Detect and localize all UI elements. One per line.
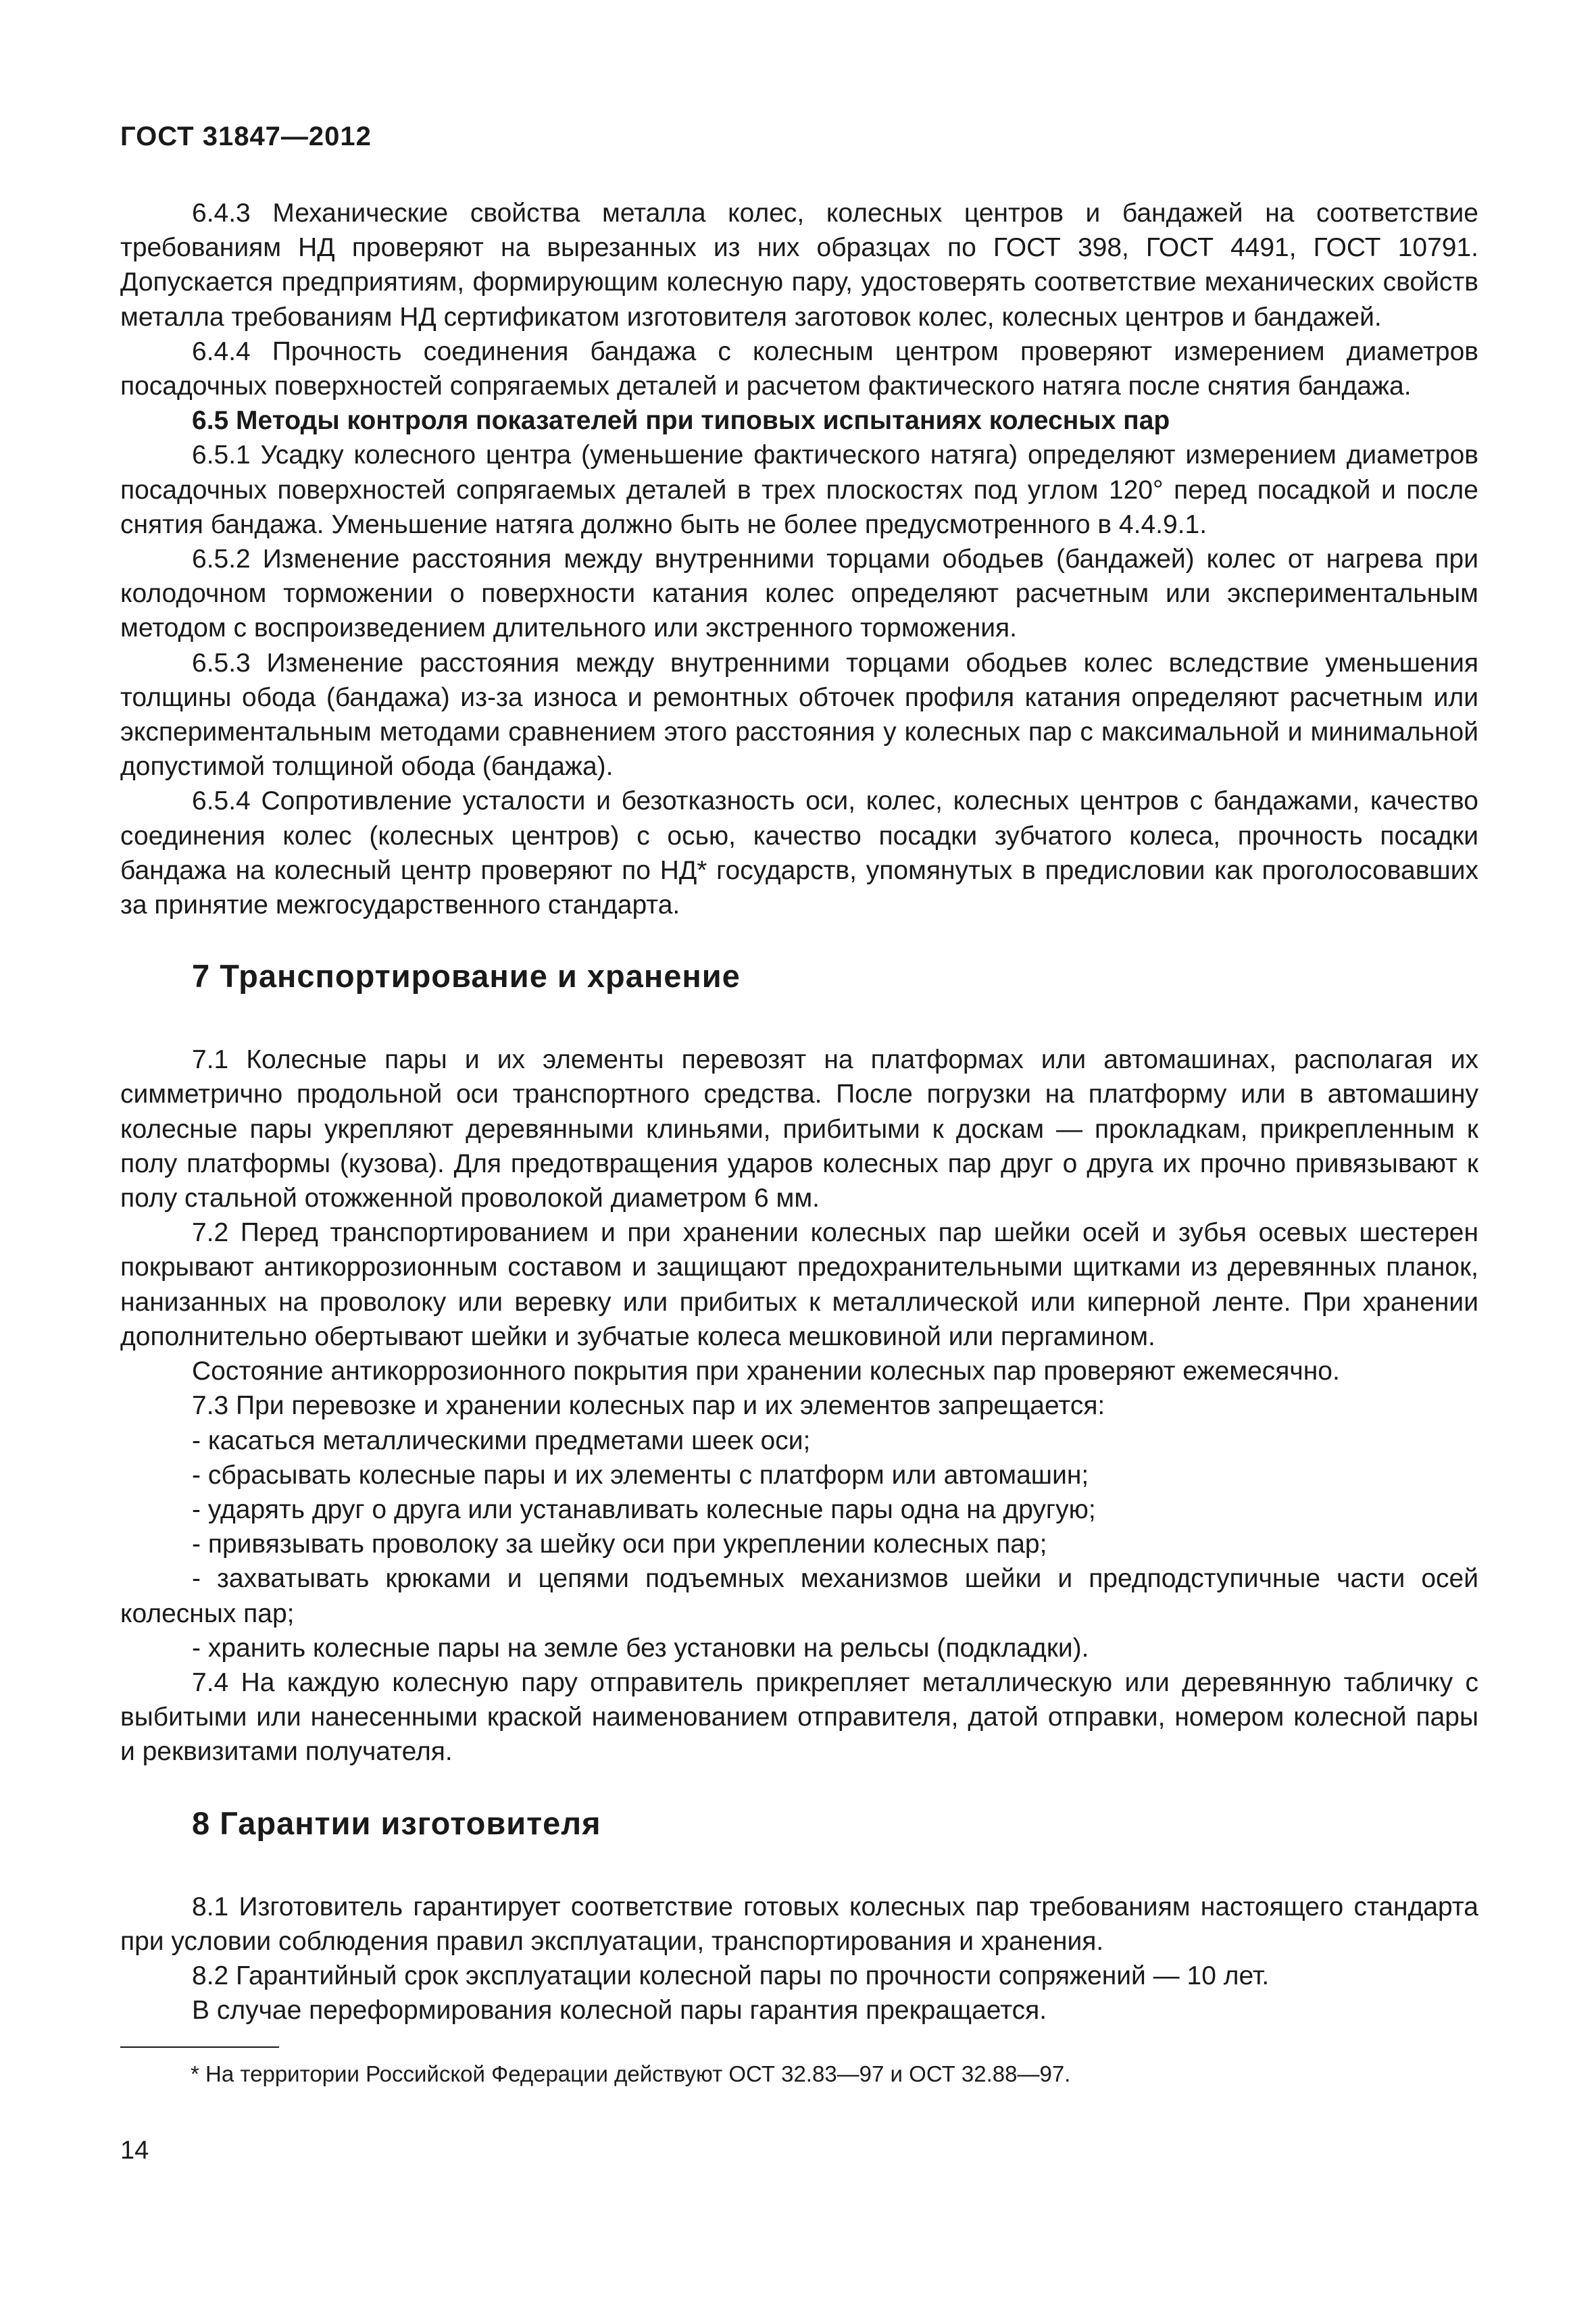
paragraph-7-1: 7.1 Колесные пары и их элементы перевозят на платформах или автомашинах, располагая их симметрично продольной оси транспортного средства. После погрузки на платформу или в автомашину колесные пары укрепляют деревянными клиньями, прибитыми к доскам — прокладкам, прикрепленным к полу платформы (кузова). Для предотвращения ударов колесных пар друг о друга их прочно привязывают к полу стальной отожженной проволокой диаметром 6 мм. xyxy=(120,1045,1478,1213)
paragraph-8-2: 8.2 Гарантийный срок эксплуатации колесной пары по прочности сопряжений — 10 лет. xyxy=(192,1961,1270,1990)
subsection-heading-6-5: 6.5 Методы контроля показателей при типовых испытаниях колесных пар xyxy=(192,406,1170,436)
page-number: 14 xyxy=(120,2136,149,2165)
footnote-divider xyxy=(120,2046,279,2048)
footnote: * На территории Российской Федерации действуют ОСТ 32.83—97 и ОСТ 32.88—97. xyxy=(191,2061,1071,2086)
paragraph-8-1: 8.1 Изготовитель гарантирует соответствие готовых колесных пар требованиям настоящего стандарта при условии соблюдения правил эксплуатации, транспортирования и хранения. xyxy=(120,1892,1478,1956)
list-item: - хранить колесные пары на земле без установки на рельсы (подкладки). xyxy=(192,1633,1089,1663)
paragraph-6-5-4: 6.5.4 Сопротивление усталости и безотказность оси, колес, колесных центров с бандажами, качество соединения колес (колесных центров) с осью, качество посадки зубчатого колеса, прочность посадки бандажа на колесный центр проверяют по НД* государств, упомянутых в предисловии как проголосовавших за принятие межгосударственного стандарта. xyxy=(120,786,1478,920)
paragraph-8-2-note: В случае переформирования колесной пары гарантия прекращается. xyxy=(192,1996,1047,2026)
paragraph-6-4-4: 6.4.4 Прочность соединения бандажа с колесным центром проверяют измерением диаметров посадочных поверхностей сопрягаемых деталей и расчетом фактического натяга после снятия бандажа. xyxy=(120,336,1478,401)
section-heading-8: 8 Гарантии изготовителя xyxy=(192,1805,601,1841)
paragraph-6-5-2: 6.5.2 Изменение расстояния между внутренними торцами ободьев (бандажей) колес от нагрева при колодочном торможении о поверхности катания колес определяют расчетным или экспериментальным методом с воспроизведением длительного или экстренного торможения. xyxy=(120,545,1478,643)
section-heading-7: 7 Транспортирование и хранение xyxy=(192,958,741,995)
list-item: - привязывать проволоку за шейку оси при укреплении колесных пар; xyxy=(192,1530,1047,1559)
list-item: - захватывать крюками и цепями подъемных механизмов шейки и предподступичные части осей колесных пар; xyxy=(120,1564,1478,1628)
paragraph-6-5-1: 6.5.1 Усадку колесного центра (уменьшение фактического натяга) определяют измерением диаметров посадочных поверхностей сопрягаемых деталей в трех плоскостях под углом 120° перед посадкой и после снятия бандажа. Уменьшение натяга должно быть не более предусмотренного в 4.4.9.1. xyxy=(120,441,1478,539)
paragraph-6-4-3: 6.4.3 Механические свойства металла колес, колесных центров и бандажей на соответствие требованиям НД проверяют на вырезанных из них образцах по ГОСТ 398, ГОСТ 4491, ГОСТ 10791. Допускается предприятиям, формирующим колесную пару, удостоверять соответствие механических свойств металла требованиям НД сертификатом изготовителя заготовок колес, колесных центров и бандажей. xyxy=(120,199,1478,332)
paragraph-6-5-3: 6.5.3 Изменение расстояния между внутренними торцами ободьев колес вследствие уменьшения толщины обода (бандажа) из-за износа и ремонтных обточек профиля катания определяют расчетным или экспериментальным методами сравнением этого расстояния у колесных пар с максимальной и минимальной допустимой толщиной обода (бандажа). xyxy=(120,648,1478,782)
paragraph-7-2: 7.2 Перед транспортированием и при хранении колесных пар шейки осей и зубья осевых шестерен покрывают антикоррозионным составом и защищают предохранительными щитками из деревянных планок, нанизанных на проволоку или веревку или прибитых к металлической или киперной ленте. При хранении дополнительно обертывают шейки и зубчатые колеса мешковиной или пергамином. xyxy=(120,1218,1478,1351)
paragraph-7-2-note: Состояние антикоррозионного покрытия при хранении колесных пар проверяют ежемесячно. xyxy=(192,1357,1340,1386)
paragraph-7-4: 7.4 На каждую колесную пару отправитель прикрепляет металлическую или деревянную табличку с выбитыми или нанесенными краской наименованием отправителя, датой отправки, номером колесной пары и реквизитами получателя. xyxy=(120,1667,1478,1767)
list-item: - сбрасывать колесные пары и их элементы с платформ или автомашин; xyxy=(192,1460,1089,1490)
paragraph-7-3: 7.3 При перевозке и хранении колесных пар и их элементов запрещается: xyxy=(192,1391,1105,1421)
document-header: ГОСТ 31847—2012 xyxy=(120,122,372,151)
list-item: - касаться металлическими предметами шеек оси; xyxy=(192,1426,811,1455)
list-item: - ударять друг о друга или устанавливать колесные пары одна на другую; xyxy=(192,1494,1096,1524)
document-body xyxy=(120,196,1478,2028)
